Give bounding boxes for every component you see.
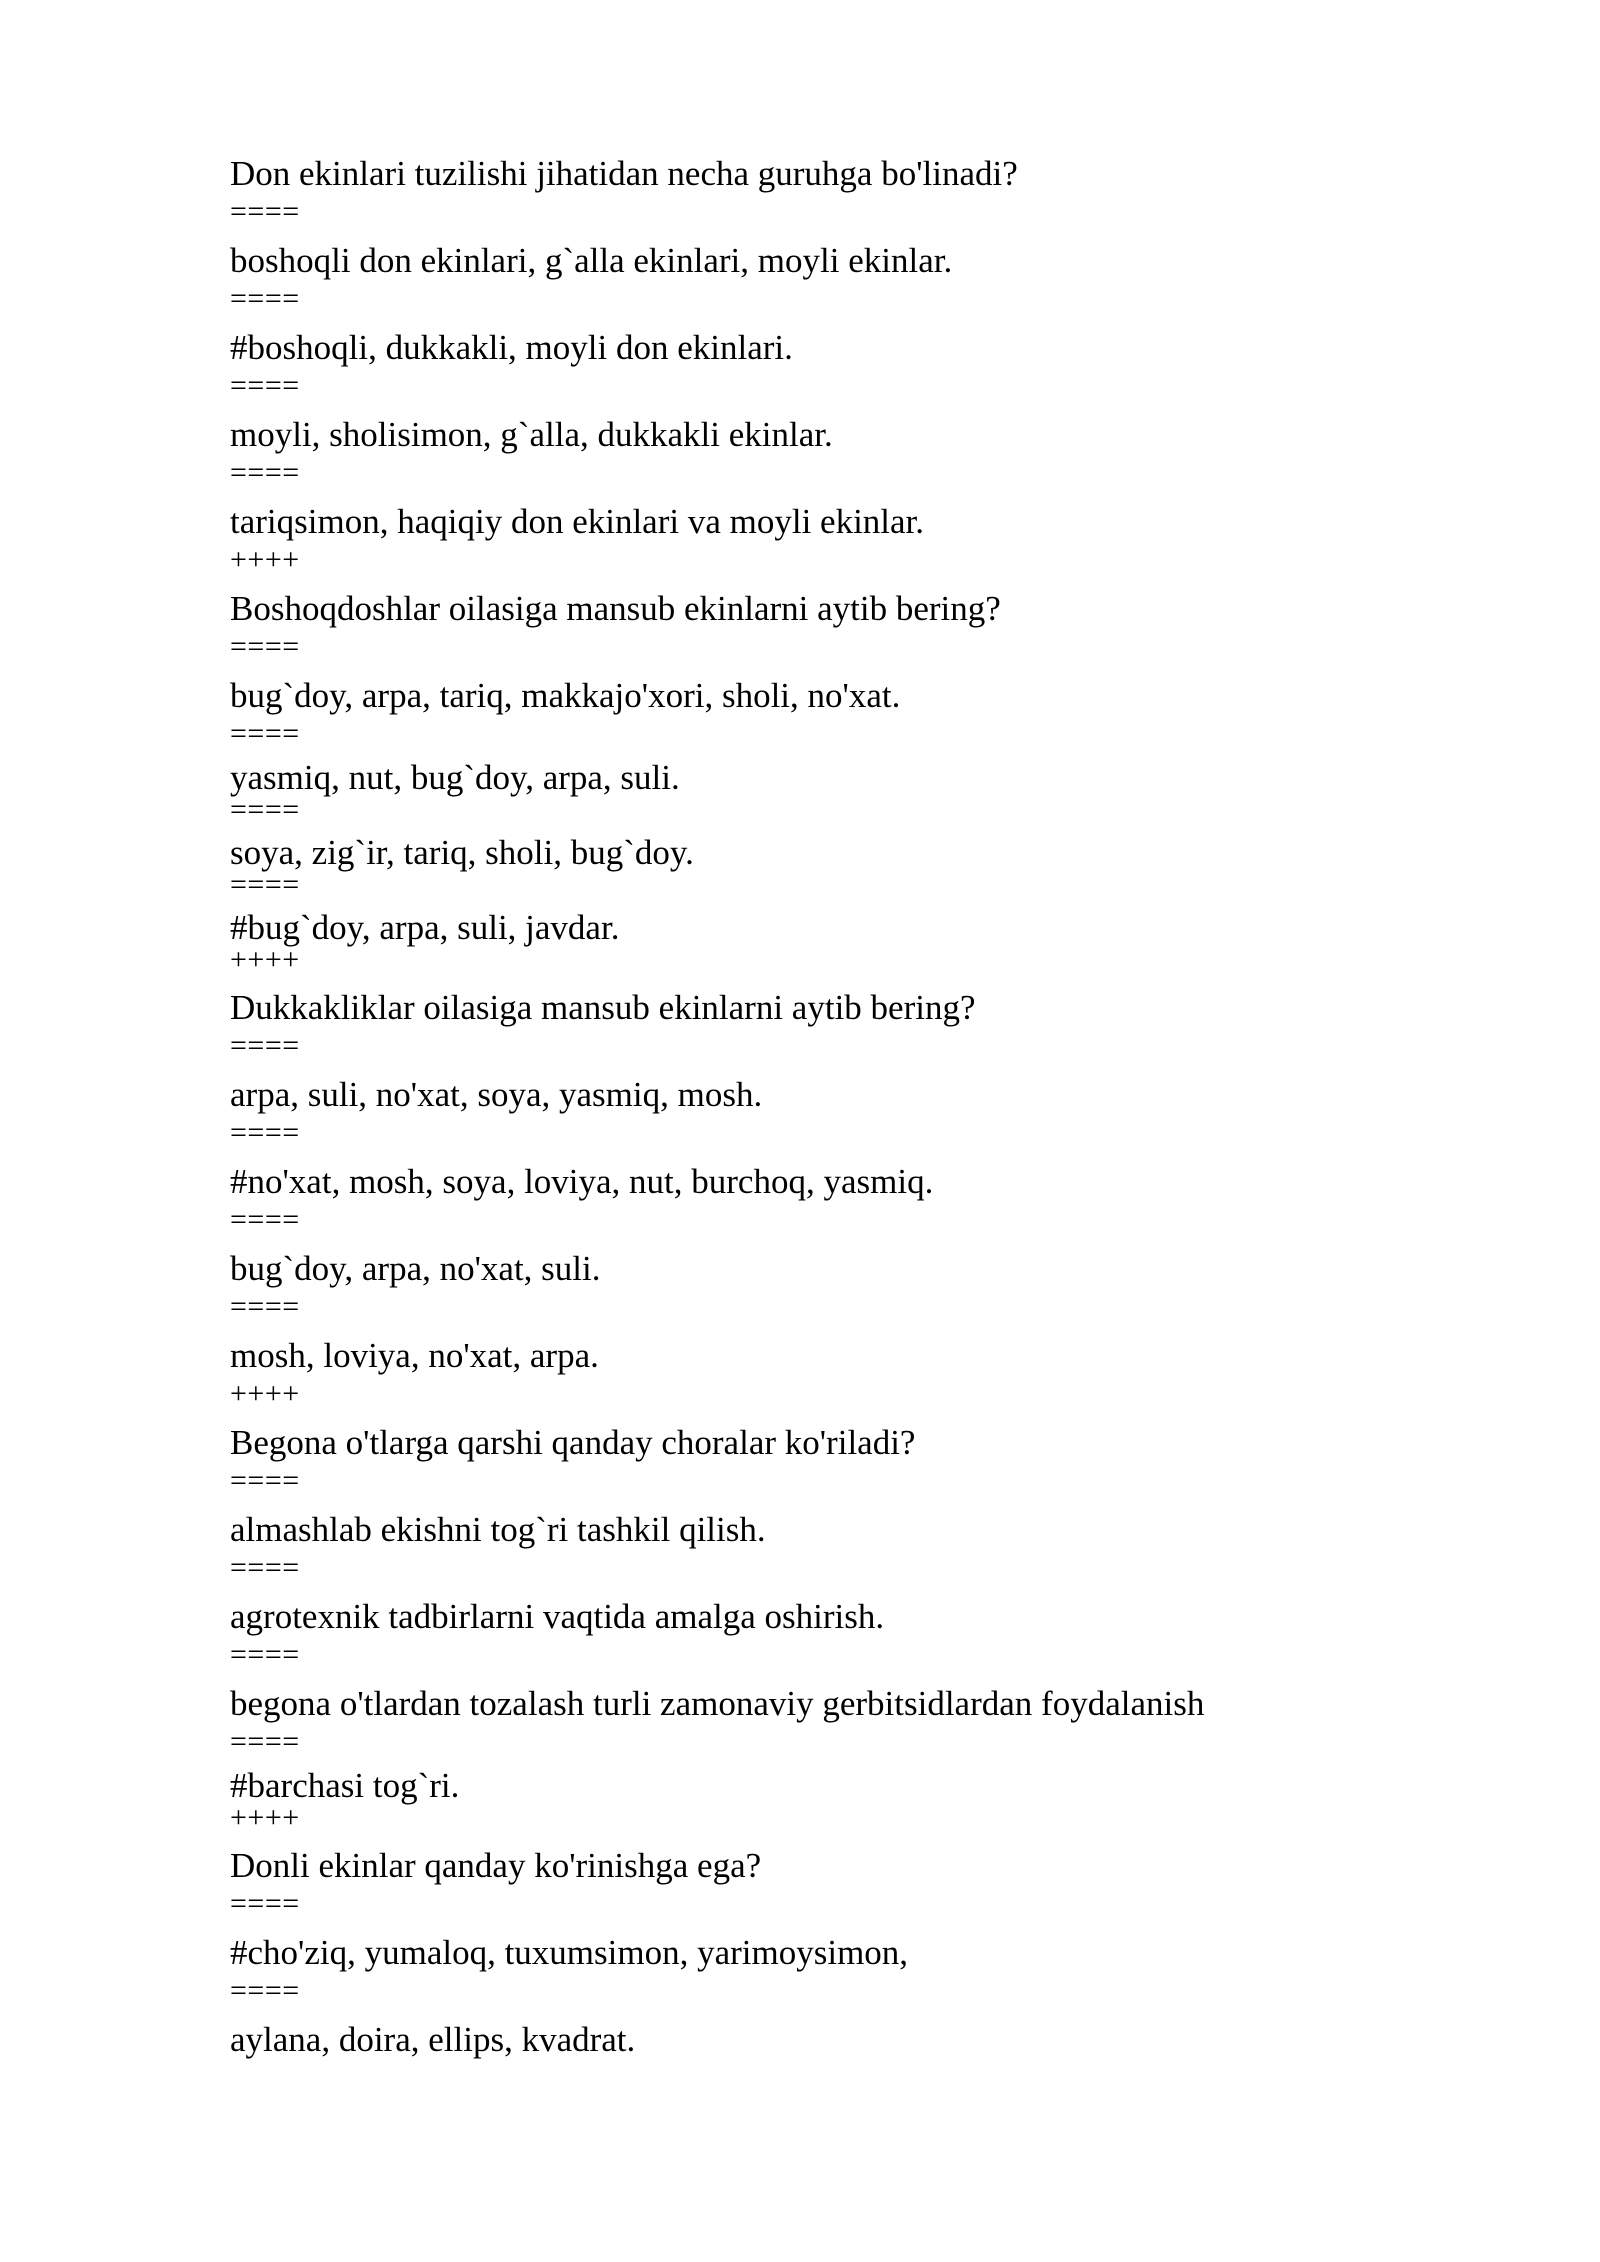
answer-option: yasmiq, nut, bug`doy, arpa, suli.	[230, 758, 680, 797]
question-4: Begona o'tlarga qarshi qanday choralar ko'riladi?	[230, 1423, 916, 1462]
question-separator: ++++	[230, 1377, 300, 1410]
question-separator: ++++	[230, 543, 300, 576]
separator: ====	[230, 195, 300, 228]
separator: ====	[230, 456, 300, 489]
question-3: Dukkakliklar oilasiga mansub ekinlarni aytib bering?	[230, 988, 976, 1027]
separator: ====	[230, 1203, 300, 1236]
answer-option: moyli, sholisimon, g`alla, dukkakli ekinlar.	[230, 415, 833, 454]
answer-option-correct: #bug`doy, arpa, suli, javdar.	[230, 908, 620, 947]
separator: ====	[230, 868, 300, 901]
answer-option-correct: #barchasi tog`ri.	[230, 1766, 460, 1805]
answer-option: bug`doy, arpa, tariq, makkajo'xori, sholi, no'xat.	[230, 676, 901, 715]
separator: ====	[230, 1725, 300, 1758]
separator: ====	[230, 793, 300, 826]
separator: ====	[230, 630, 300, 663]
answer-option: tariqsimon, haqiqiy don ekinlari va moyli ekinlar.	[230, 502, 925, 541]
answer-option: aylana, doira, ellips, kvadrat.	[230, 2020, 636, 2059]
separator: ====	[230, 1116, 300, 1149]
question-1: Don ekinlari tuzilishi jihatidan necha guruhga bo'linadi?	[230, 154, 1018, 193]
separator: ====	[230, 369, 300, 402]
question-5: Donli ekinlar qanday ko'rinishga ega?	[230, 1846, 762, 1885]
separator: ====	[230, 1887, 300, 1920]
answer-option: agrotexnik tadbirlarni vaqtida amalga oshirish.	[230, 1597, 885, 1636]
answer-option: arpa, suli, no'xat, soya, yasmiq, mosh.	[230, 1075, 763, 1114]
question-separator: ++++	[230, 1801, 300, 1834]
answer-option-correct: #cho'ziq, yumaloq, tuxumsimon, yarimoysimon,	[230, 1933, 909, 1972]
answer-option-correct: #boshoqli, dukkakli, moyli don ekinlari.	[230, 328, 793, 367]
question-separator: ++++	[230, 943, 300, 976]
answer-option: almashlab ekishni tog`ri tashkil qilish.	[230, 1510, 766, 1549]
separator: ====	[230, 1974, 300, 2007]
document-page	[230, 150, 1530, 2063]
answer-option: begona o'tlardan tozalash turli zamonaviy gerbitsidlardan foydalanish	[230, 1684, 1205, 1723]
answer-option: bug`doy, arpa, no'xat, suli.	[230, 1249, 601, 1288]
separator: ====	[230, 1551, 300, 1584]
separator: ====	[230, 1029, 300, 1062]
separator: ====	[230, 1464, 300, 1497]
separator: ====	[230, 282, 300, 315]
answer-option: mosh, loviya, no'xat, arpa.	[230, 1336, 599, 1375]
answer-option: boshoqli don ekinlari, g`alla ekinlari, moyli ekinlar.	[230, 241, 953, 280]
separator: ====	[230, 717, 300, 750]
separator: ====	[230, 1638, 300, 1671]
answer-option-correct: #no'xat, mosh, soya, loviya, nut, burchoq, yasmiq.	[230, 1162, 934, 1201]
answer-option: soya, zig`ir, tariq, sholi, bug`doy.	[230, 833, 694, 872]
separator: ====	[230, 1290, 300, 1323]
question-2: Boshoqdoshlar oilasiga mansub ekinlarni aytib bering?	[230, 589, 1001, 628]
